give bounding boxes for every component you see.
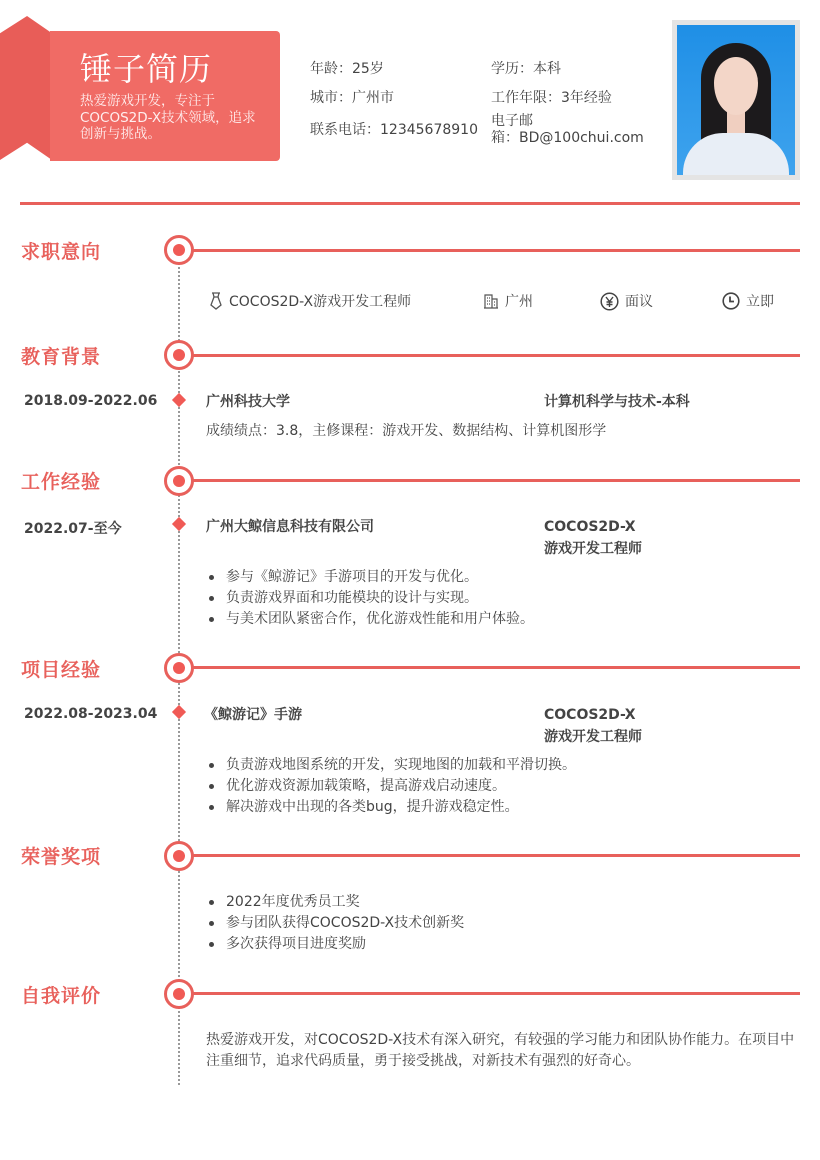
info-email xyxy=(491,113,644,147)
timeline-node xyxy=(164,841,194,871)
list-item: 参与团队获得COCOS2D-X技术创新奖 xyxy=(206,913,464,934)
intent-salary xyxy=(600,291,653,311)
work-date: 2022.07-至今 xyxy=(24,521,122,537)
timeline-node xyxy=(164,466,194,496)
work-role-line2: 游戏开发工程师 xyxy=(544,541,642,557)
timeline-node xyxy=(164,979,194,1009)
intent-position xyxy=(209,291,411,311)
info-experience-years: 工作年限：3年经验 xyxy=(491,90,612,106)
section-divider xyxy=(192,479,800,482)
building-icon xyxy=(483,293,499,309)
list-item: 2022年度优秀员工奖 xyxy=(206,892,464,913)
section-title-project: 项目经验 xyxy=(21,659,102,681)
timeline-marker xyxy=(172,705,186,719)
list-item: 与美术团队紧密合作，优化游戏性能和用户体验。 xyxy=(206,609,534,630)
work-company: 广州大鲸信息科技有限公司 xyxy=(206,519,374,535)
project-name: 《鲸游记》手游 xyxy=(204,707,302,723)
resume-tagline: 热爱游戏开发，专注于COCOS2D-X技术领域，追求创新与挑战。 xyxy=(80,93,256,142)
work-role xyxy=(544,516,642,560)
project-role-line2: 游戏开发工程师 xyxy=(544,729,642,745)
education-school: 广州科技大学 xyxy=(206,394,290,410)
section-title-education: 教育背景 xyxy=(21,346,102,368)
intent-city xyxy=(483,291,533,311)
education-detail: 成绩绩点：3.8，主修课程：游戏开发、数据结构、计算机图形学 xyxy=(206,423,607,439)
resume-title: 锤子简历 xyxy=(80,50,213,88)
list-item: 负责游戏地图系统的开发，实现地图的加载和平滑切换。 xyxy=(206,755,576,776)
intent-availability xyxy=(722,291,774,311)
info-education: 学历：本科 xyxy=(491,61,561,77)
timeline-node xyxy=(164,340,194,370)
tie-icon xyxy=(209,292,223,310)
section-divider xyxy=(192,854,800,857)
project-role xyxy=(544,704,642,748)
section-title-intent: 求职意向 xyxy=(21,241,102,263)
timeline-node xyxy=(164,235,194,265)
info-email-value: 箱：BD@100chui.com xyxy=(491,130,644,146)
project-date: 2022.08-2023.04 xyxy=(24,706,158,722)
intent-availability-label: 立即 xyxy=(746,294,774,310)
intent-position-label: COCOS2D-X游戏开发工程师 xyxy=(229,294,412,310)
project-role-line1: COCOS2D-X xyxy=(544,707,636,723)
clock-icon xyxy=(722,292,740,310)
timeline-marker xyxy=(172,517,186,531)
list-item: 解决游戏中出现的各类bug，提升游戏稳定性。 xyxy=(206,797,576,818)
self-evaluation-text: 热爱游戏开发，对COCOS2D-X技术有深入研究，有较强的学习能力和团队协作能力。在项目中注重细节，追求代码质量，勇于接受挑战，对新技术有强烈的好奇心。 xyxy=(206,1032,795,1069)
intent-city-label: 广州 xyxy=(505,294,533,310)
header-banner xyxy=(50,31,280,161)
section-divider xyxy=(192,249,800,252)
section-divider xyxy=(192,666,800,669)
header-ribbon-fold xyxy=(0,16,52,160)
header-divider xyxy=(20,202,800,205)
list-item: 多次获得项目进度奖励 xyxy=(206,934,464,955)
info-phone: 联系电话：12345678910 xyxy=(310,122,478,138)
section-title-awards: 荣誉奖项 xyxy=(21,846,102,868)
info-email-label: 电子邮 xyxy=(491,113,533,129)
education-date: 2018.09-2022.06 xyxy=(24,393,158,409)
project-bullets xyxy=(206,755,576,818)
info-age: 年龄：25岁 xyxy=(310,61,384,77)
timeline-node xyxy=(164,653,194,683)
work-role-line1: COCOS2D-X xyxy=(544,519,636,535)
intent-salary-label: 面议 xyxy=(625,294,653,310)
info-city: 城市：广州市 xyxy=(310,90,394,106)
section-divider xyxy=(192,354,800,357)
timeline-marker xyxy=(172,393,186,407)
section-divider xyxy=(192,992,800,995)
education-major: 计算机科学与技术-本科 xyxy=(544,394,690,410)
awards-bullets xyxy=(206,892,464,955)
photo-image xyxy=(677,25,795,175)
work-bullets xyxy=(206,567,534,630)
section-title-work: 工作经验 xyxy=(21,471,102,493)
yen-icon xyxy=(600,292,619,311)
list-item: 负责游戏界面和功能模块的设计与实现。 xyxy=(206,588,534,609)
profile-photo xyxy=(672,20,800,180)
list-item: 参与《鲸游记》手游项目的开发与优化。 xyxy=(206,567,534,588)
list-item: 优化游戏资源加载策略，提高游戏启动速度。 xyxy=(206,776,576,797)
section-title-self: 自我评价 xyxy=(21,985,102,1007)
